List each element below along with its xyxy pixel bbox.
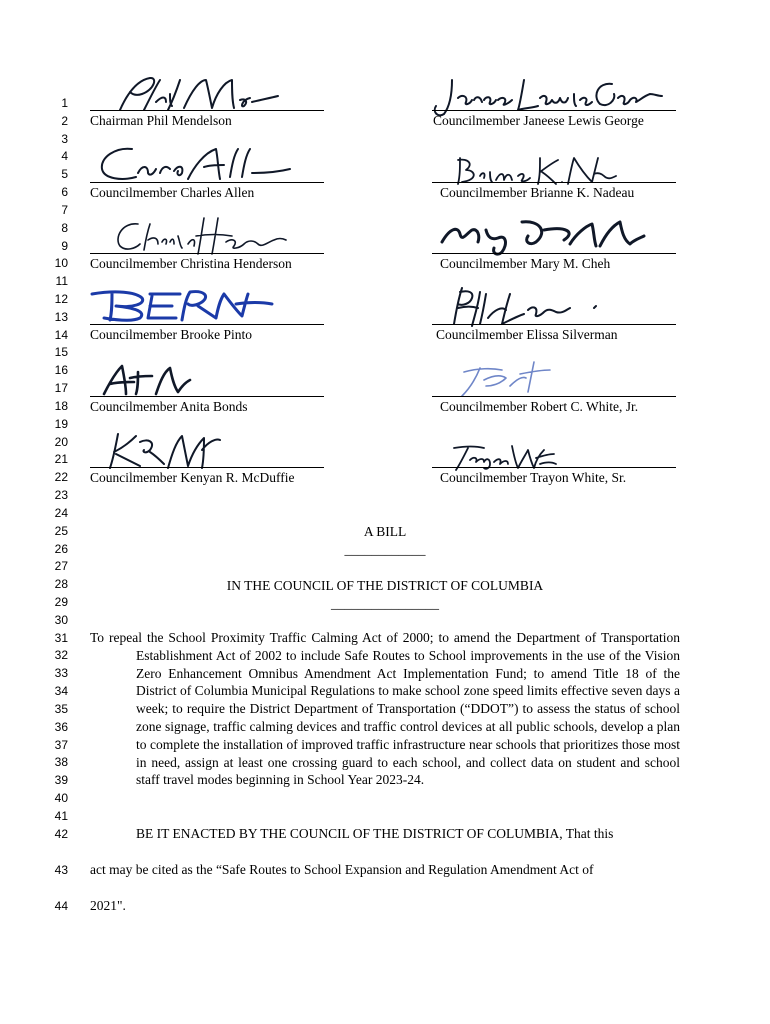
line-number: 36 xyxy=(54,719,68,734)
signer-name-anita-bonds: Councilmember Anita Bonds xyxy=(90,399,248,414)
signer-name-charles-allen: Councilmember Charles Allen xyxy=(90,185,255,200)
line-number: 15 xyxy=(54,345,68,360)
line-number: 37 xyxy=(54,737,68,752)
line-number: 28 xyxy=(54,577,68,592)
signature-line xyxy=(432,324,676,325)
signature-kenyan-mcduffie xyxy=(104,428,224,472)
line-number: 40 xyxy=(54,790,68,805)
line-number: 27 xyxy=(54,559,68,574)
signer-name-kenyan-mcduffie: Councilmember Kenyan R. McDuffie xyxy=(90,470,295,485)
signature-robert-white xyxy=(454,358,554,398)
line-number: 17 xyxy=(54,381,68,396)
line-number: 31 xyxy=(54,630,68,645)
signature-anita-bonds xyxy=(100,360,200,398)
council-heading: IN THE COUNCIL OF THE DISTRICT OF COLUMBIA xyxy=(226,578,544,593)
signer-name-brianne-nadeau: Councilmember Brianne K. Nadeau xyxy=(440,185,635,200)
line-number: 16 xyxy=(54,363,68,378)
line-number: 2 xyxy=(61,113,68,128)
line-number: 13 xyxy=(54,309,68,324)
line-number: 10 xyxy=(54,256,68,271)
signature-brooke-pinto xyxy=(86,284,276,324)
signer-name-trayon-white: Councilmember Trayon White, Sr. xyxy=(440,470,627,485)
signature-line xyxy=(90,253,324,254)
line-number: 30 xyxy=(54,612,68,627)
bill-title-paragraph xyxy=(90,629,680,789)
line-number: 41 xyxy=(54,808,68,823)
line-number: 34 xyxy=(54,684,68,699)
signature-line xyxy=(432,253,676,254)
line-number: 42 xyxy=(54,826,68,841)
signer-name-janeese-lewis-george: Councilmember Janeese Lewis George xyxy=(433,113,644,128)
bill-heading-rule: ____________ xyxy=(344,542,426,557)
line-number: 43 xyxy=(54,863,68,877)
line-number: 9 xyxy=(61,238,68,253)
signature-line xyxy=(432,110,676,111)
enacting-clause-line-3: 2021". xyxy=(90,898,126,913)
line-number: 35 xyxy=(54,701,68,716)
line-number: 38 xyxy=(54,755,68,770)
line-number: 12 xyxy=(54,292,68,307)
bill-title-text: To repeal the School Proximity Traffic Calming Act of 2000; to amend the Department of Transportation Establishment Act of 2002 to include Safe Routes to School improvements in the use of the Vision Zero Enhancement Omnibus Amendment Act Implementation Fund; to amend Title 18 of the District of Columbia Municipal Regulations to make school zone speed limits effective seven days a week; to require the District Department of Transportation (“DDOT”) to assess the status of school zone signage, traffic calming devices and traffic control devices at all public schools, develop a plan to complete the installation of improved traffic infrastructure near schools that prioritizes those most in need, assign at least one crossing guard to each school, and collect data on student and school staff travel modes beginning in School Year 2023-24. xyxy=(90,630,680,788)
line-number: 4 xyxy=(61,149,68,164)
line-number: 19 xyxy=(54,416,68,431)
line-number: 5 xyxy=(61,167,68,182)
signature-line xyxy=(90,467,324,468)
bill-heading: A BILL xyxy=(363,524,407,539)
signature-charles-allen xyxy=(92,143,292,185)
signature-line xyxy=(90,396,324,397)
line-number: 6 xyxy=(61,185,68,200)
signature-line xyxy=(432,182,676,183)
line-number: 3 xyxy=(61,131,68,146)
signature-line xyxy=(90,110,324,111)
signer-name-phil-mendelson: Chairman Phil Mendelson xyxy=(90,113,232,128)
line-number: 44 xyxy=(54,899,68,913)
line-number: 20 xyxy=(54,434,68,449)
signer-name-robert-white: Councilmember Robert C. White, Jr. xyxy=(440,399,639,414)
signature-line xyxy=(432,467,676,468)
signer-name-christina-henderson: Councilmember Christina Henderson xyxy=(90,256,292,271)
signature-janeese-lewis-george xyxy=(428,74,664,118)
signer-name-brooke-pinto: Councilmember Brooke Pinto xyxy=(90,327,252,342)
line-number: 8 xyxy=(61,220,68,235)
line-number: 24 xyxy=(54,505,68,520)
signature-line xyxy=(432,396,676,397)
signer-name-mary-cheh: Councilmember Mary M. Cheh xyxy=(440,256,611,271)
signature-line xyxy=(90,182,324,183)
line-number: 11 xyxy=(55,274,68,289)
signature-line xyxy=(90,324,324,325)
line-number: 39 xyxy=(54,773,68,788)
line-number: 33 xyxy=(54,666,68,681)
line-number: 18 xyxy=(54,398,68,413)
line-number: 7 xyxy=(61,202,68,217)
signature-christina-henderson xyxy=(108,214,288,256)
council-heading-rule: ________________ xyxy=(331,596,439,611)
line-number: 14 xyxy=(54,327,68,342)
enacting-clause-line-1: BE IT ENACTED BY THE COUNCIL OF THE DISTRICT OF COLUMBIA, That this xyxy=(136,826,614,841)
signature-phil-mendelson xyxy=(110,72,280,114)
line-number: 21 xyxy=(54,452,68,467)
line-number: 23 xyxy=(54,488,68,503)
signature-mary-cheh xyxy=(436,214,646,256)
line-number: 32 xyxy=(54,648,68,663)
line-number: 26 xyxy=(54,541,68,556)
line-number: 25 xyxy=(54,523,68,538)
line-number: 29 xyxy=(54,594,68,609)
enacting-clause-line-2: act may be cited as the “Safe Routes to School Expansion and Regulation Amendment Act of xyxy=(90,862,594,877)
signer-name-elissa-silverman: Councilmember Elissa Silverman xyxy=(436,327,618,342)
line-number: 1 xyxy=(61,96,68,110)
line-number: 22 xyxy=(54,470,68,485)
